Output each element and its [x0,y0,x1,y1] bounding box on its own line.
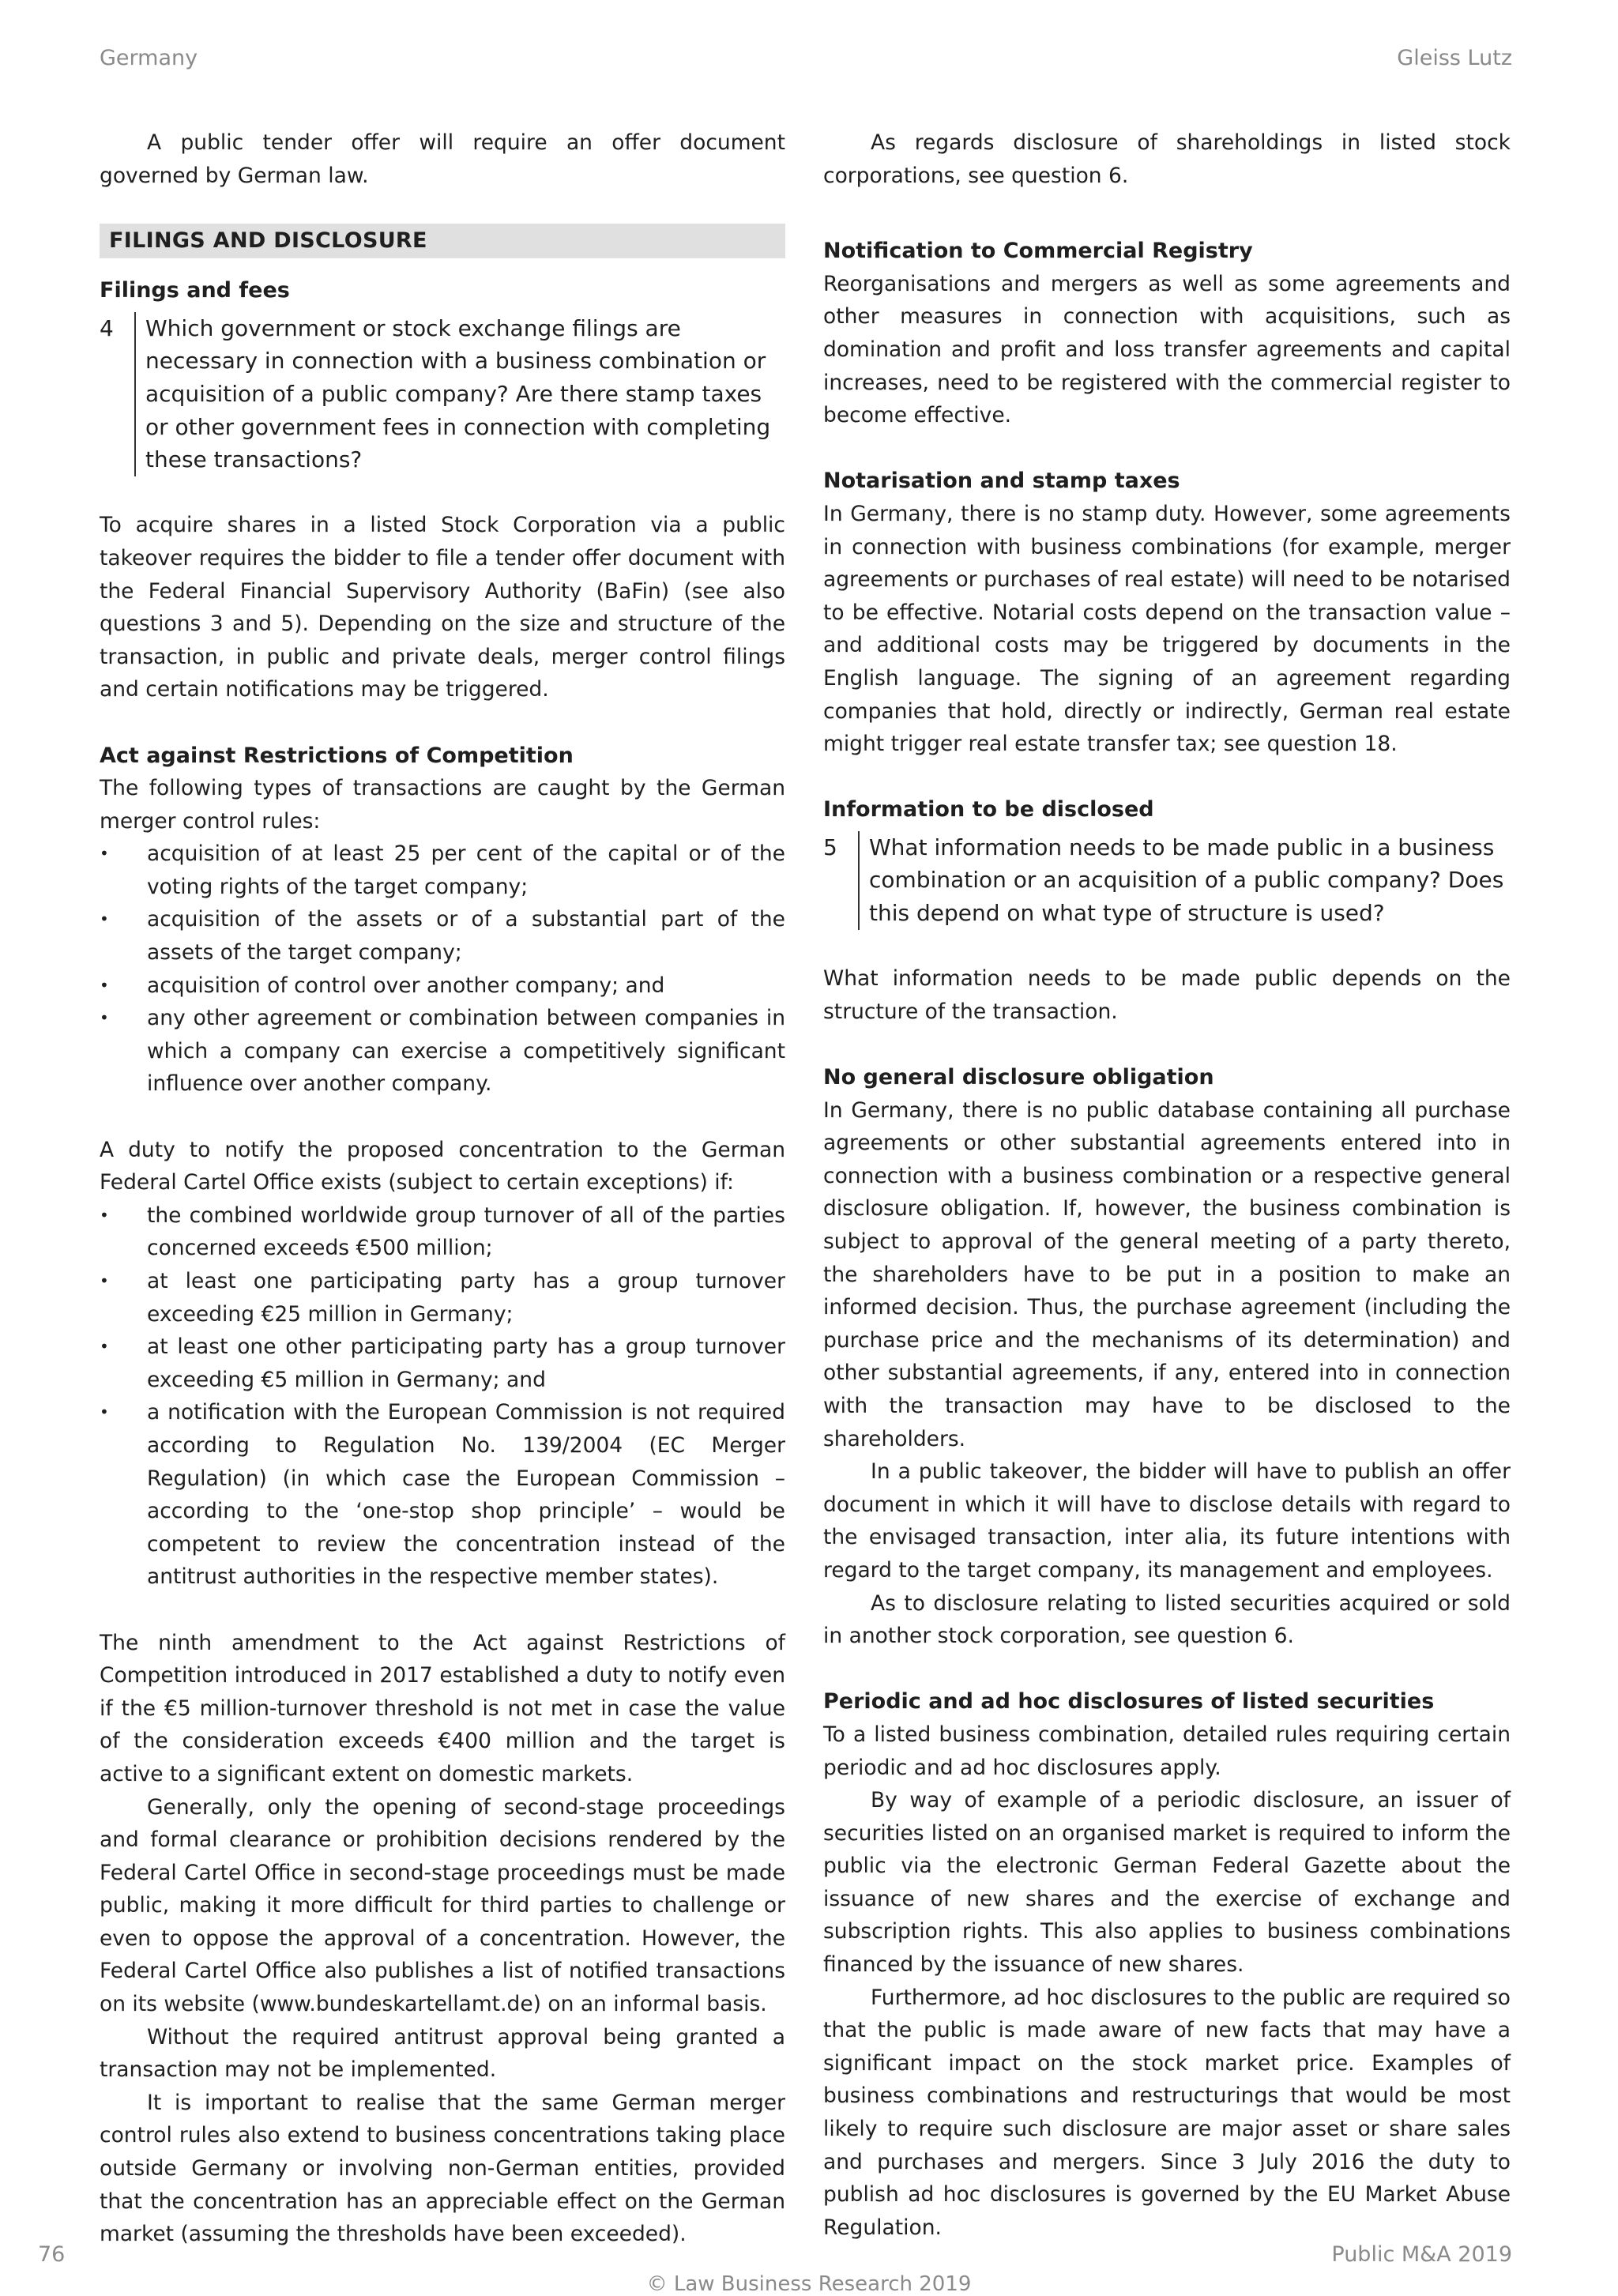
paragraph-generally: Generally, only the opening of second-stage proceedings and formal clearance or prohibition decisions rendered by the Federal Cartel Office in second-stage proceedings must be made public, making it more difficult for third parties to challenge or even to oppose the approval of a concentration. However, the Federal Cartel Office also publishes a list of notified transactions on its website (www.bundeskartellamt.de) on an informal basis. [100,1794,785,2017]
paragraph-without: Without the required antitrust approval being granted a transaction may not be implemented. [100,2024,785,2083]
paragraph-reorganisations: Reorganisations and mergers as well as some agreements and other measures in connection with acquisitions, such as domination and profit and loss transfer agreements and capital increases, need to be registered with the commercial register to become effective. [823,271,1511,428]
subheading-act-against: Act against Restrictions of Competition [100,743,574,768]
running-header-country: Germany [100,46,198,70]
question-4 [100,312,785,476]
list-item: • a notification with the European Commission is not required according to Regulation No. 139/2004 (EC Merger Regulation) (in which case the European Commission – according to the ‘one-stop shop principle’ – would be competent to review the concentration instead of the antitrust authorities in the respective member states). [100,1396,785,1594]
paragraph-listed: To a listed business combination, detailed rules requiring certain periodic and ad hoc disclosures apply. [823,1722,1511,1780]
running-header-firm: Gleiss Lutz [1397,46,1512,70]
list-item: • at least one participating party has a group turnover exceeding €25 million in Germany; [100,1265,785,1331]
paragraph-furthermore: Furthermore, ad hoc disclosures to the public are required so that the public is made aware of new facts that may have a significant impact on the stock market price. Examples of business combinations and restructurings that would be most likely to require such disclosure are major asset or share sales and purchases and mergers. Since 3 July 2016 the duty to publish ad hoc disclosures is governed by the EU Market Abuse Regulation. [823,1985,1511,2240]
paragraph-stamp: In Germany, there is no stamp duty. However, some agreements in connection with business combinations (for example, merger agreements or purchases of real estate) will need to be notarised to be effective. Notarial costs depend on the transaction value – and additional costs may be triggered by documents in the English language. The signing of an agreement regarding companies that hold, directly or indirectly, German real estate might trigger real estate transfer tax; see question 18. [823,501,1511,757]
list-item: • acquisition of at least 25 per cent of the capital or of the voting rights of the target company; [100,837,785,903]
question-text: Which government or stock exchange filings are necessary in connection with a business combination or acquisition of a public company? Are there stamp taxes or other government fees in connection with completing these transactions? [134,312,785,476]
subheading-filings-fees: Filings and fees [100,278,290,303]
question-text: What information needs to be made public in a business combination or an acquisition of a public company? Does this depend on what type of structure is used? [858,831,1511,930]
paragraph-no-database: In Germany, there is no public database containing all purchase agreements or other substantial agreements entered into in connection with a business combination or a respective general disclosure obligation. If, however, the business combination is subject to approval of the general meeting of a party thereto, the shareholders have to be put in a position to make an informed decision. Thus, the purchase agreement (including the purchase price and the mechanisms of its determination) and other substantial agreements, if any, entered into in connection with the transaction may have to be disclosed to the shareholders. [823,1097,1511,1451]
list-item: • any other agreement or combination between companies in which a company can exercise a competitively significant influence over another company. [100,1002,785,1101]
paragraph-as-to: As to disclosure relating to listed securities acquired or sold in another stock corporation, see question 6. [823,1590,1511,1649]
right-column [823,126,1511,2244]
question-number: 4 [100,314,114,341]
subheading-information: Information to be disclosed [823,797,1154,822]
paragraph-ninth-amendment: The ninth amendment to the Act against Restrictions of Competition introduced in 2017 established a duty to notify even if the €5 million-turnover threshold is not met in case the value of the consideration exceeds €400 million and the target is active to a significant extent on domestic markets. [100,1630,785,1786]
paragraph-what: What information needs to be made public depends on the structure of the transaction. [823,966,1511,1024]
subheading-notarisation: Notarisation and stamp taxes [823,469,1180,494]
paragraph-important: It is important to realise that the same German merger control rules also extend to business concentrations taking place outside Germany or involving non-German entities, provided that the concentration has an appreciable effect on the German market (assuming the thresholds have been exceeded). [100,2090,785,2247]
list-item: • the combined worldwide group turnover of all of the parties concerned exceeds €500 million; [100,1199,785,1265]
paragraph-duty: A duty to notify the proposed concentration to the German Federal Cartel Office exists (subject to certain exceptions) if: [100,1137,785,1195]
left-column [100,126,785,2251]
page-number: 76 [38,2242,66,2267]
paragraph-regards: As regards disclosure of shareholdings in listed stock corporations, see question 6. [823,130,1511,188]
list-item: • acquisition of the assets or of a substantial part of the assets of the target company; [100,903,785,969]
publication-name: Public M&A 2019 [1331,2242,1512,2267]
subheading-no-general: No general disclosure obligation [823,1065,1214,1090]
question-number: 5 [823,834,837,860]
paragraph-acquire: To acquire shares in a listed Stock Corporation via a public takeover requires the bidder to file a tender offer document with the Federal Financial Supervisory Authority (BaFin) (see also questions 3 and 5). Depending on the size and structure of the transaction, in public and private deals, merger control filings and certain notifications may be triggered. [100,513,785,702]
subheading-notification: Notification to Commercial Registry [823,239,1253,264]
intro-paragraph: A public tender offer will require an offer document governed by German law. [100,130,785,188]
section-heading-filings: FILINGS AND DISCLOSURE [100,224,785,258]
list-item: • at least one other participating party has a group turnover exceeding €5 million in Germany; and [100,1331,785,1396]
list-item: • acquisition of control over another company; and [100,969,785,1003]
question-5 [823,831,1511,930]
subheading-periodic: Periodic and ad hoc disclosures of listed securities [823,1689,1435,1714]
paragraph-types: The following types of transactions are caught by the German merger control rules: [100,776,785,834]
bullet-list-thresholds [100,1199,785,1594]
paragraph-by-way: By way of example of a periodic disclosure, an issuer of securities listed on an organised market is required to inform the public via the electronic German Federal Gazette about the issuance of new shares and the exercise of exchange and subscription rights. This also applies to business combinations financed by the issuance of new shares. [823,1788,1511,1978]
paragraph-takeover: In a public takeover, the bidder will have to publish an offer document in which it will have to disclose details with regard to the envisaged transaction, inter alia, its future intentions with regard to the target company, its management and employees. [823,1459,1511,1583]
copyright-notice: © Law Business Research 2019 [646,2272,972,2296]
bullet-list-transactions [100,837,785,1101]
